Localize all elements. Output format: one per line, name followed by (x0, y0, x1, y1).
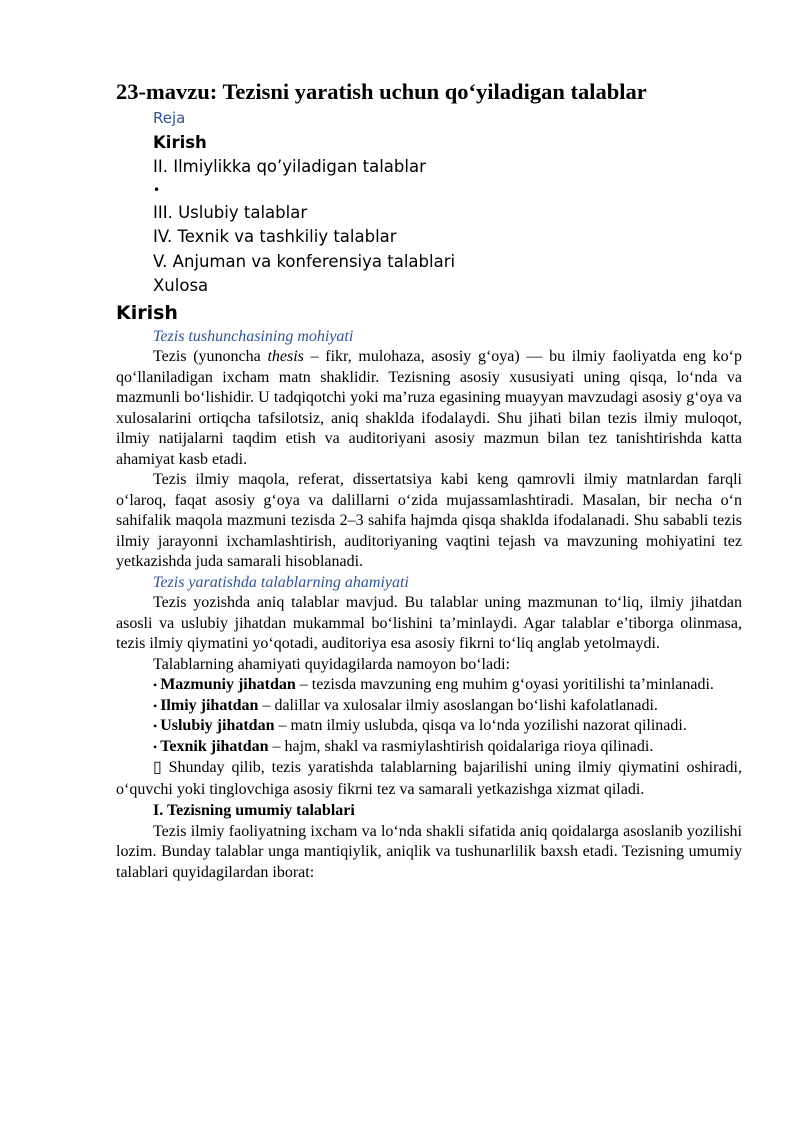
table-of-contents (116, 106, 742, 299)
italic-term: thesis (267, 348, 304, 365)
paragraph: Tezis ilmiy maqola, referat, dissertatsiya kabi keng qamrovli ilmiy matnlardan farqli o‘laroq, faqat asosiy g‘oya va dalillarni o‘zida mujassamlashtiradi. Masalan, bir necha o‘n sahifalik maqola mazmuni tezisda 2–3 sahifa hajmda qisqa shaklda ifodalanadi. Shu sababli tezis ilmiy jarayonni ixchamlashtirish, auditoriyaning vaqtini tejash va mavzuning mohiyatini tez yetkazishda juda samarali hisoblanadi. (116, 471, 742, 570)
list-item-text: – hajm, shakl va rasmiylashtirish qoidalariga rioya qilinadi. (268, 737, 654, 755)
list-item (116, 737, 742, 758)
toc-item: V. Anjuman va konferensiya talablari (153, 251, 456, 271)
missing-glyph-icon: ▯ (153, 759, 162, 776)
section-heading-1: I. Tezisning umumiy talablari (153, 802, 355, 819)
toc-item: III. Uslubiy talablar (153, 202, 308, 222)
document-title: 23-mavzu: Tezisni yaratish uchun qo‘yiladigan talablar (116, 79, 647, 104)
subheading: Tezis yaratishda talablarning ahamiyati (153, 573, 409, 591)
intro-body (116, 327, 742, 884)
list-item-text: – matn ilmiy uslubda, qisqa va lo‘nda yozilishi nazorat qilinadi. (274, 717, 687, 734)
section-heading-kirish: Kirish (116, 301, 178, 324)
note-text: Shunday qilib, tezis yaratishda talablarning bajarilishi uning ilmiy qiymatini oshiradi, o‘quvchi yoki tinglovchiga asosiy fikrni tez va samarali yetkazishga xizmat qiladi. (116, 759, 742, 798)
paragraph: Talablarning ahamiyati quyidagilarda namoyon bo‘ladi: (153, 655, 510, 673)
list-item-term: Mazmuniy jihatdan (160, 676, 296, 693)
paragraph: Tezis ilmiy faoliyatning ixcham va lo‘nda shakli sifatida aniq qoidalarga asoslanib yozilishi lozim. Bunday talablar unga mantiqiylik, aniqlik va tushunarlilik baxsh etadi. Tezisning umumiy talablari quyidagilardan iborat: (116, 822, 742, 881)
list-item (116, 675, 742, 696)
bullet-icon: • (153, 719, 158, 733)
bullet-icon: • (153, 678, 158, 692)
paragraph: Tezis yozishda aniq talablar mavjud. Bu talablar uning mazmunan to‘liq, ilmiy jihatdan asosli va uslubiy jihatdan mukammal bo‘lishini ta’minlaydi. Agar talablar e’tiborga olinmasa, tezis ilmiy qiymatini yo‘qotadi, auditoriya esa asosiy fikrni to‘liq anglab yetolmaydi. (116, 594, 742, 652)
conclusion-note (116, 757, 742, 801)
toc-heading: Reja (153, 109, 186, 127)
toc-item: • (153, 182, 161, 197)
bullet-icon: • (153, 698, 158, 713)
toc-item: Xulosa (153, 276, 209, 295)
text-run: Tezis (yunoncha (153, 348, 268, 365)
toc-item: Kirish (153, 132, 207, 152)
toc-item: IV. Texnik va tashkiliy talablar (153, 227, 397, 246)
list-item-term: Ilmiy jihatdan (160, 696, 259, 714)
list-item-term: Texnik jihatdan (160, 737, 269, 755)
paragraph (116, 347, 742, 470)
subheading: Tezis tushunchasining mohiyati (153, 327, 354, 345)
list-item (116, 716, 742, 737)
list-item-text: – dalillar va xulosalar ilmiy asoslangan bo‘lishi kafolatlanadi. (258, 696, 658, 714)
list-item-term: Uslubiy jihatdan (160, 717, 275, 734)
bullet-icon: • (153, 739, 158, 754)
document-page (116, 78, 742, 883)
list-item (116, 696, 742, 717)
toc-item: II. Ilmiylikka qo’yiladigan talablar (153, 157, 426, 176)
text-run: – fikr, mulohaza, asosiy g‘oya) — bu ilmiy faoliyatda eng ko‘p qo‘llaniladigan ixcham matn shaklidir. Tezisning asosiy xususiyati uning qisqa, lo‘nda va mazmunli bo‘lishidir. U tadqiqotchi yoki ma’ruza egasining muayyan mavzudagi asosiy g‘oya va xulosalarini ortiqcha tafsilotsiz, aniq shaklda ifodalaydi. Shu jihati bilan tezis ilmiy muloqot, ilmiy natijalarni taqdim etish va auditoriyani asosiy mazmun bilan tez tanishtirishda katta ahamiyat kasb etadi. (116, 348, 743, 468)
list-item-text: – tezisda mavzuning eng muhim g‘oyasi yoritilishi ta’minlanadi. (295, 676, 714, 693)
